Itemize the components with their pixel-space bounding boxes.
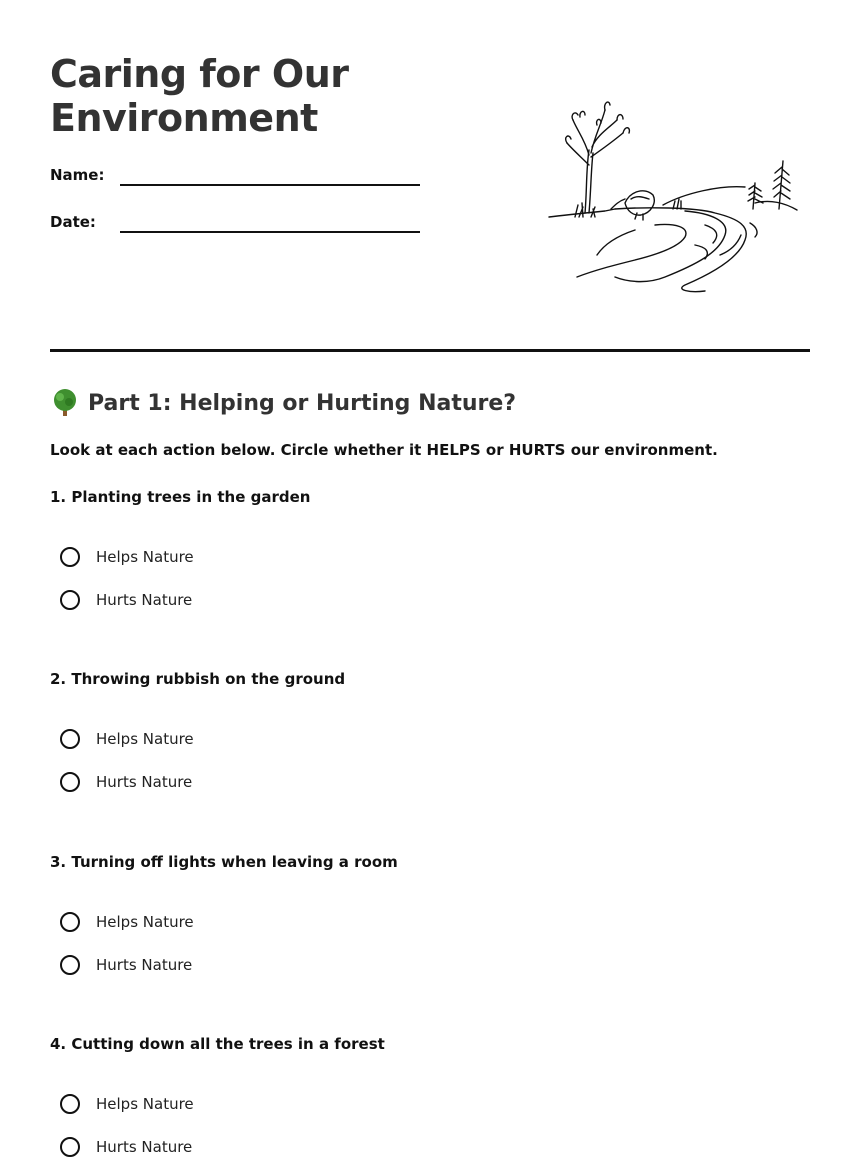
question-3 — [50, 853, 810, 993]
deciduous-tree-icon — [50, 388, 80, 418]
option-label: Helps Nature — [96, 1095, 194, 1113]
date-label: Date: — [50, 213, 96, 231]
question-1 — [50, 488, 810, 628]
option-hurts-nature[interactable] — [60, 1134, 192, 1160]
question-2 — [50, 670, 810, 810]
name-label: Name: — [50, 166, 105, 184]
option-helps-nature[interactable] — [60, 544, 194, 570]
nature-scene-illustration — [545, 95, 805, 300]
option-helps-nature[interactable] — [60, 726, 194, 752]
radio-circle[interactable] — [60, 955, 80, 975]
date-field[interactable] — [50, 207, 420, 237]
question-4 — [50, 1035, 810, 1161]
question-text: 1. Planting trees in the garden — [50, 488, 311, 506]
instructions: Look at each action below. Circle whether it HELPS or HURTS our environment. — [50, 441, 718, 459]
radio-circle[interactable] — [60, 912, 80, 932]
radio-circle[interactable] — [60, 1137, 80, 1157]
option-helps-nature[interactable] — [60, 1091, 194, 1117]
radio-circle[interactable] — [60, 1094, 80, 1114]
part1-heading — [50, 388, 516, 418]
option-label: Helps Nature — [96, 548, 194, 566]
option-label: Helps Nature — [96, 730, 194, 748]
option-label: Hurts Nature — [96, 773, 193, 791]
section-divider — [50, 349, 810, 352]
radio-circle[interactable] — [60, 772, 80, 792]
radio-circle[interactable] — [60, 729, 80, 749]
option-label: Hurts Nature — [96, 956, 193, 974]
name-line[interactable] — [120, 184, 420, 186]
option-helps-nature[interactable] — [60, 909, 194, 935]
date-line[interactable] — [120, 231, 420, 233]
option-hurts-nature[interactable] — [60, 769, 192, 795]
option-label: Hurts Nature — [96, 591, 193, 609]
question-text: 2. Throwing rubbish on the ground — [50, 670, 346, 688]
option-hurts-nature[interactable] — [60, 952, 192, 978]
name-field[interactable] — [50, 160, 420, 190]
radio-circle[interactable] — [60, 547, 80, 567]
question-text: 3. Turning off lights when leaving a room — [50, 853, 398, 871]
part1-title: Part 1: Helping or Hurting Nature? — [88, 390, 517, 416]
worksheet-title: Caring for Our Environment — [50, 52, 349, 140]
radio-circle[interactable] — [60, 590, 80, 610]
option-hurts-nature[interactable] — [60, 587, 192, 613]
option-label: Helps Nature — [96, 913, 194, 931]
question-text: 4. Cutting down all the trees in a forest — [50, 1035, 385, 1053]
option-label: Hurts Nature — [96, 1138, 193, 1156]
